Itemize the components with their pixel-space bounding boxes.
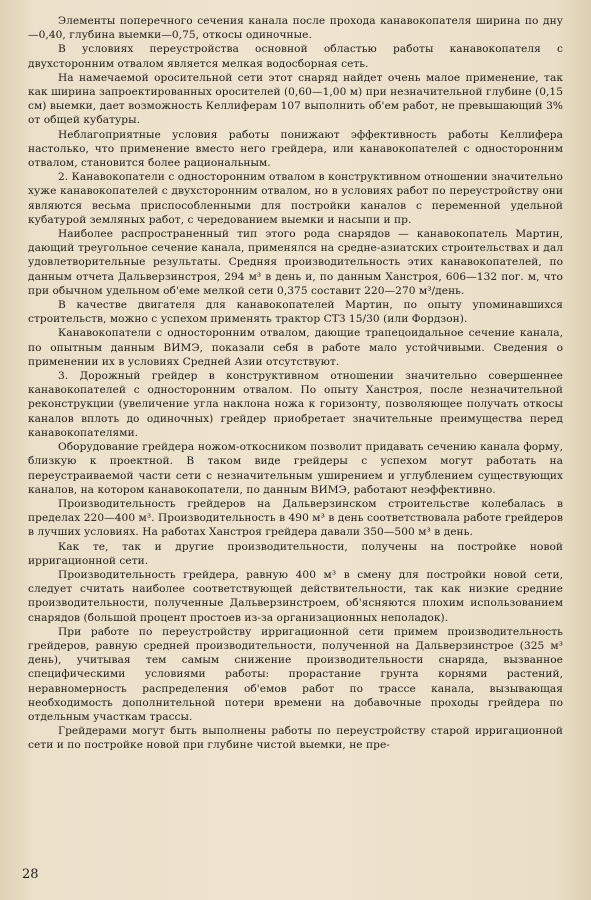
paragraph: В качестве двигателя для канавокопателей Мартин, по опыту упоминавшихся строительств, можно с успехом применять трактор СТЗ 15/30 (или Фордзон). [28, 299, 563, 326]
paragraph: В условиях переустройства основной областью работы канавокопателя с двухсторонним отвалом является мелкая водосборная сеть. [28, 43, 563, 70]
paragraph: Производительность грейдеров на Дальверзинском строительстве колебалась в пределах 220—400 м³. Производительность в 490 м³ в день соответствовала работе грейдеров в лучших условиях. На работах Ханстроя грейдера давали 350—500 м³ в день. [28, 497, 563, 539]
paragraph: Грейдерами могут быть выполнены работы по переустройству старой ирригационной сети и по постройке новой при глубине чистой выемки, не пре- [28, 725, 563, 752]
paragraph: Неблагоприятные условия работы понижают эффективность работы Келлифера настолько, что применение вместо него грейдера, или канавокопателей с односторонним отвалом, становится более рациональным. [28, 128, 563, 170]
paragraph: Элементы поперечного сечения канала после прохода канавокопателя ширина по дну—0,40, глубина выемки—0,75, откосы одиночные. [28, 15, 563, 42]
paragraph: Наиболее распространенный тип этого рода снарядов — канавокопатель Мартин, дающий треугольное сечение канала, применялся на средне-азиатских строительствах и дал удовлетворительные результаты. Средняя производительность этих канавокопателей, по данным отчета Дальверзинстроя, 294 м³ в день и, по данным Ханстроя, 606—132 пог. м, что при обычном удельном об'еме мелкой сети 0,375 составит 220—270 м³/день. [28, 228, 563, 297]
page-text [28, 14, 563, 753]
paragraph: Канавокопатели с односторонним отвалом, дающие трапецоидальное сечение канала, по опытным данным ВИМЭ, показали себя в работе мало устойчивыми. Сведения о применении их в условиях Средней Азии отсутствуют. [28, 327, 563, 368]
paragraph: Производительность грейдера, равную 400 м³ в смену для постройки новой сети, следует считать наиболее соответствующей действительности, так как низкие средние производительности, полученные Дальверзинстроем, об'ясняются плохим использованием снарядов (большой процент простоев из-за организационных неполадок). [28, 568, 563, 624]
page-number: 28 [22, 867, 39, 882]
paragraph: 3. Дорожный грейдер в конструктивном отношении значительно совершеннее канавокопателей с односторонним отвалом. По опыту Ханстроя, после незначительной реконструкции (увеличение угла наклона ножа к горизонту, позволяющее получать откосы каналов вплоть до одиночных) грейдер приобретает значительные преимущества перед канавокопателями. [28, 370, 563, 439]
paragraph: На намечаемой оросительной сети этот снаряд найдет очень малое применение, так как ширина запроектированных оросителей (0,60—1,00 м) при незначительной глубине (0,15 см) выемки, дает возможность Келлиферам 107 выполнить об'ем работ, не превышающий 3% от общей кубатуры. [28, 71, 563, 127]
paragraph: Как те, так и другие производительности, получены на постройке новой ирригационной сети. [28, 540, 563, 567]
paragraph: При работе по переустройству ирригационной сети примем производительность грейдеров, равную средней производительности, полученной на Дальверзинстрое (325 м³ день), учитывая тем самым снижение производительности снаряда, вызванное специфическими условиями работы: прорастание грунта корнями растений, неравномерность распределения об'емов работ по трассе канала, вызывающая необходимость дополнительной потери времени на добавочные проходы грейдера по отдельным участкам трассы. [28, 625, 563, 723]
paragraph: Оборудование грейдера ножом-откосником позволит придавать сечению канала форму, близкую к проектной. В таком виде грейдеры с успехом могут работать на переустраиваемой части сети с незначительным уширением и углублением существующих каналов, на котором канавокопатели, по данным ВИМЭ, работают неэффективно. [28, 441, 563, 496]
paragraph: 2. Канавокопатели с односторонним отвалом в конструктивном отношении значительно хуже канавокопателей с двухсторонним отвалом, но в условиях работ по переустройству они являются весьма приспособленными для постройки каналов с переменной удельной кубатурой земляных работ, с чередованием выемки и насыпи и пр. [28, 171, 563, 226]
